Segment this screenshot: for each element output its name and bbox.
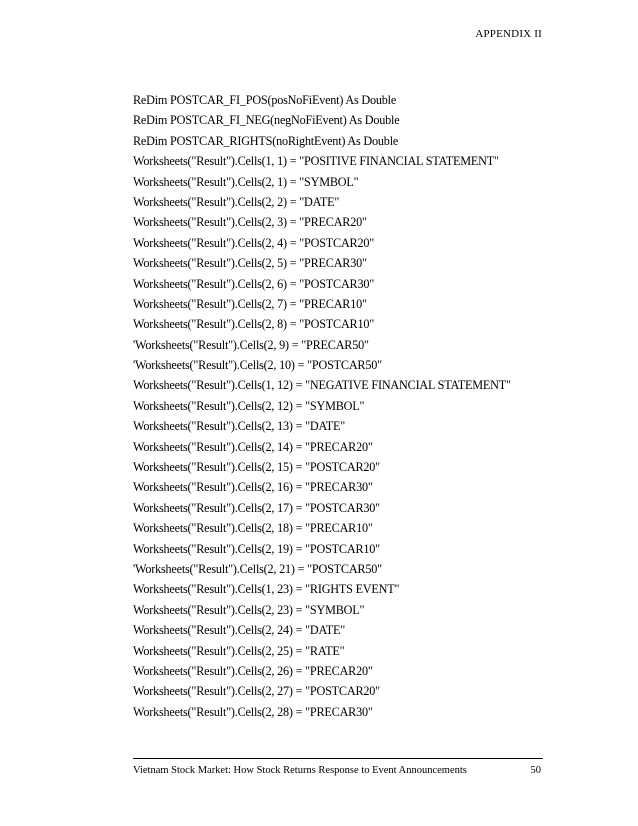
code-line: Worksheets("Result").Cells(2, 27) = "POSTCAR20" — [133, 684, 380, 699]
code-line: Worksheets("Result").Cells(2, 5) = "PRECAR30" — [133, 256, 367, 271]
code-line: Worksheets("Result").Cells(2, 23) = "SYMBOL" — [133, 602, 365, 617]
code-line: Worksheets("Result").Cells(2, 15) = "POSTCAR20" — [133, 460, 380, 475]
code-line: Worksheets("Result").Cells(2, 18) = "PRECAR10" — [133, 521, 373, 536]
code-line: Worksheets("Result").Cells(2, 8) = "POSTCAR10" — [133, 317, 375, 332]
code-line: Worksheets("Result").Cells(2, 4) = "POSTCAR20" — [133, 235, 375, 250]
code-line: Worksheets("Result").Cells(2, 6) = "POSTCAR30" — [133, 276, 375, 291]
code-line: Worksheets("Result").Cells(2, 7) = "PRECAR10" — [133, 296, 367, 311]
footer-title: Vietnam Stock Market: How Stock Returns Response to Event Announcements — [133, 765, 467, 776]
page-number: 50 — [530, 765, 541, 776]
code-line: Worksheets("Result").Cells(2, 14) = "PRECAR20" — [133, 439, 373, 454]
code-line: Worksheets("Result").Cells(2, 3) = "PRECAR20" — [133, 215, 367, 230]
page-header: APPENDIX II — [475, 28, 542, 40]
code-line: Worksheets("Result").Cells(2, 19) = "POSTCAR10" — [133, 541, 380, 556]
code-line: Worksheets("Result").Cells(2, 17) = "POSTCAR30" — [133, 500, 380, 515]
code-line: Worksheets("Result").Cells(1, 23) = "RIGHTS EVENT" — [133, 582, 400, 597]
code-line: Worksheets("Result").Cells(1, 1) = "POSITIVE FINANCIAL STATEMENT" — [133, 154, 499, 169]
code-line: ReDim POSTCAR_FI_POS(posNoFiEvent) As Double — [133, 93, 397, 107]
code-line: 'Worksheets("Result").Cells(2, 9) = "PRECAR50" — [133, 337, 369, 352]
code-listing — [133, 90, 553, 722]
code-line: Worksheets("Result").Cells(2, 26) = "PRECAR20" — [133, 663, 373, 678]
code-line: ReDim POSTCAR_RIGHTS(noRightEvent) As Double — [133, 133, 399, 148]
code-line: Worksheets("Result").Cells(2, 13) = "DATE" — [133, 419, 346, 434]
code-line: Worksheets("Result").Cells(2, 25) = "RATE" — [133, 643, 345, 658]
code-line: Worksheets("Result").Cells(2, 2) = "DATE" — [133, 194, 340, 209]
code-line: Worksheets("Result").Cells(2, 24) = "DATE" — [133, 623, 346, 638]
code-line: Worksheets("Result").Cells(2, 28) = "PRECAR30" — [133, 704, 373, 719]
code-line: Worksheets("Result").Cells(2, 16) = "PRECAR30" — [133, 480, 373, 495]
code-line: ReDim POSTCAR_FI_NEG(negNoFiEvent) As Double — [133, 113, 400, 128]
code-line: 'Worksheets("Result").Cells(2, 10) = "POSTCAR50" — [133, 358, 382, 373]
code-line: Worksheets("Result").Cells(1, 12) = "NEGATIVE FINANCIAL STATEMENT" — [133, 378, 511, 393]
code-line: Worksheets("Result").Cells(2, 12) = "SYMBOL" — [133, 398, 365, 413]
footer-divider — [133, 758, 543, 759]
code-line: Worksheets("Result").Cells(2, 1) = "SYMBOL" — [133, 174, 359, 189]
code-line: 'Worksheets("Result").Cells(2, 21) = "POSTCAR50" — [133, 561, 382, 576]
